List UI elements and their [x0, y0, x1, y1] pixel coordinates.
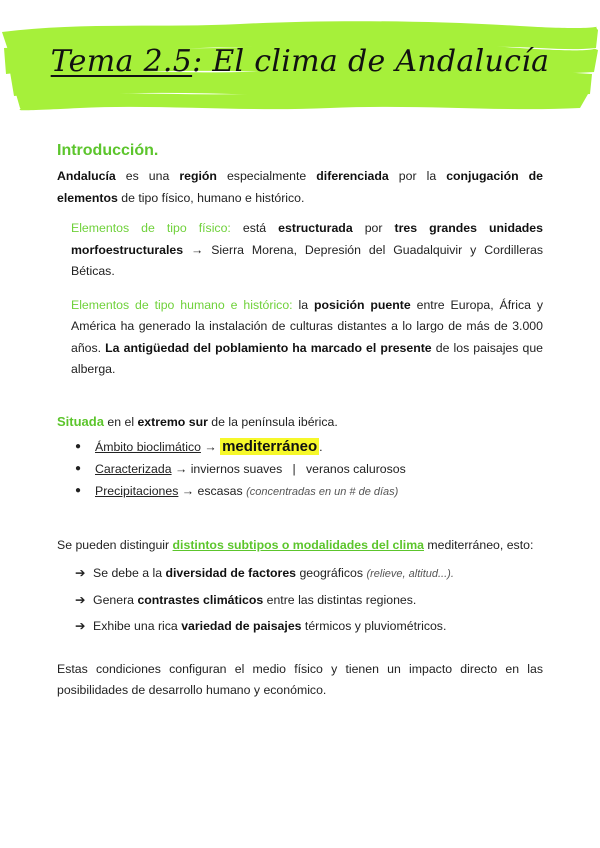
document-body [57, 140, 543, 714]
subtypes-intro [57, 535, 543, 557]
conclusion-paragraph: Estas condiciones configuran el medio físico y tienen un impacto directo en las posibilidades de desarrollo humano y económico. [57, 661, 543, 698]
intro-heading: Introducción. [57, 142, 159, 159]
title-prefix: Tema 2.5 [50, 44, 193, 79]
text: de tipo físico, humano e histórico. [117, 190, 305, 205]
list-item [75, 458, 543, 480]
human-elements-label: Elementos de tipo humano e histórico: [71, 297, 293, 312]
text-bold: estructurada [278, 221, 353, 235]
situada-line [57, 411, 543, 434]
item-note: (concentradas en un # de días) [246, 486, 399, 499]
text-bold: posición puente [313, 297, 411, 312]
text: Genera [93, 592, 138, 607]
text-bold: extremo sur [137, 414, 208, 429]
list-item [75, 480, 543, 503]
text-bold: tres grandes unidades morfoestructurales [71, 221, 543, 257]
text: entre las distintas regiones. [263, 592, 417, 607]
item-label: Precipitaciones [95, 484, 179, 499]
list-item [75, 563, 543, 585]
title-separator: : [192, 44, 203, 79]
text: de la península ibérica. [207, 414, 338, 429]
text: entre Europa, África y América ha generado la instalación de culturas distantes a lo largo de más de 3.000 años. [71, 297, 543, 355]
text: . [319, 440, 323, 455]
subtypes-list [57, 563, 543, 637]
highlighted-value: mediterráneo [222, 438, 318, 456]
item-label: Caracterizada [95, 462, 172, 477]
text-bold: diversidad de factores [165, 565, 297, 580]
text-bold: conjugación de elementos [57, 169, 543, 205]
page-title [0, 44, 600, 79]
text-bold: diferenciada [316, 169, 389, 183]
situada-keyword: Situada [57, 413, 104, 429]
text: térmicos y pluviométricos. [301, 618, 447, 633]
item-label: Ámbito bioclimático [95, 440, 201, 455]
text: está [230, 221, 279, 235]
text-bold: variedad de paisajes [181, 618, 302, 633]
text: Exhibe una rica [93, 618, 182, 633]
item-value: inviernos suaves | veranos calurosos [190, 462, 406, 477]
text: en el [103, 414, 138, 429]
text: de los paisajes que alberga. [71, 340, 544, 377]
text: → Sierra Morena, Depresión del Guadalquivir y Cordilleras Béticas. [71, 242, 543, 278]
human-elements-paragraph [71, 295, 543, 381]
text: mediterráneo, esto: [424, 538, 534, 553]
list-item [75, 590, 543, 611]
title-rest: El clima de Andalucía [202, 44, 550, 79]
text: Se pueden distinguir [57, 538, 173, 553]
arrow: → [171, 462, 191, 477]
climate-features-list [57, 436, 543, 503]
physical-elements-paragraph [71, 218, 543, 283]
text-bold: contrastes climáticos [137, 592, 264, 607]
arrow-bullet-icon: ➔ [75, 618, 86, 633]
intro-paragraph [57, 166, 543, 209]
item-value: escasas [197, 484, 247, 499]
text: por [352, 221, 395, 235]
physical-elements-label: Elementos de tipo físico: [71, 221, 231, 235]
situada-section [57, 411, 543, 504]
text: geográficos [296, 565, 367, 580]
list-item [75, 436, 543, 458]
arrow-bullet-icon: ➔ [75, 565, 86, 580]
text: especialmente [216, 169, 317, 183]
arrow: → [178, 484, 198, 499]
subtypes-highlight: distintos subtipos o modalidades del clima [172, 538, 424, 553]
text: Se debe a la [93, 565, 166, 580]
arrow-bullet-icon: ➔ [75, 592, 86, 607]
item-note: (relieve, altitud...). [366, 567, 454, 580]
arrow: → [200, 440, 221, 455]
subtypes-section [57, 535, 543, 637]
text: es una [115, 169, 180, 183]
text: la [292, 297, 314, 312]
list-item [75, 616, 543, 637]
text-bold: La antigüedad del poblamiento ha marcado el presente [105, 340, 432, 355]
text: por la [388, 169, 447, 183]
text-bold: región [179, 169, 217, 183]
text-bold: Andalucía [57, 169, 116, 183]
